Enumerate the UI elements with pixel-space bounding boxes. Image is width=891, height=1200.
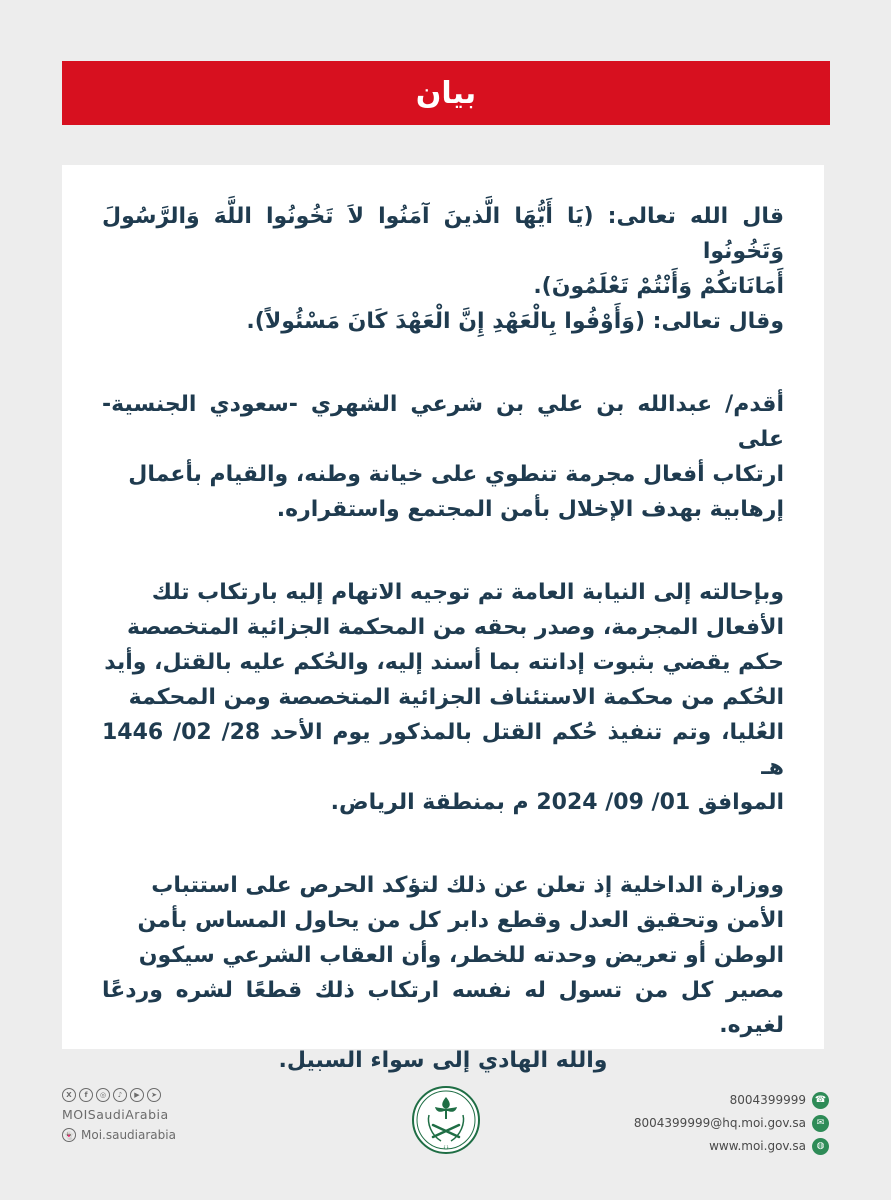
statement-body: [102, 199, 784, 1078]
facebook-icon[interactable]: f: [79, 1088, 93, 1102]
telegram-icon[interactable]: ➤: [147, 1088, 161, 1102]
paragraph-verdict: [102, 575, 784, 820]
email-address: 8004399999@hq.moi.gov.sa: [633, 1116, 806, 1130]
text-line: وبإحالته إلى النيابة العامة تم توجيه الاتهام إليه بارتكاب تلك: [151, 580, 784, 605]
text-line: الأفعال المجرمة، وصدر بحقه من المحكمة الجزائية المتخصصة: [127, 615, 784, 640]
text-line: مصير كل من تسول له نفسه ارتكاب ذلك قطعًا لشره وردعًا لغيره.: [102, 978, 784, 1038]
text-line: حكم يقضي بثبوت إدانته بما أسند إليه، والحُكم عليه بالقتل، وأيد: [104, 650, 784, 675]
x-icon[interactable]: X: [62, 1088, 76, 1102]
statement-card: [62, 165, 824, 1073]
page-title: بيان: [415, 75, 477, 111]
text-line: أقدم/ عبدالله بن علي بن شرعي الشهري -سعودي الجنسية- على: [102, 392, 784, 452]
social-icons: [62, 1088, 322, 1102]
text-line: أَمَانَاتكُمْ وَأَنْتُمْ تَعْلَمُونَ).: [533, 274, 784, 299]
website-url: www.moi.gov.sa: [709, 1139, 806, 1153]
social-handle[interactable]: MOISaudiArabia: [62, 1107, 169, 1122]
tiktok-icon[interactable]: ♪: [113, 1088, 127, 1102]
contact-email[interactable]: [634, 1113, 829, 1133]
text-line: قال الله تعالى: (يَا أَيُّهَا الَّذينَ آمَنُوا لاَ تَخُونُوا اللَّهَ وَالرَّسُولَ وَتَخُونُوا: [102, 204, 784, 264]
text-line: ارتكاب أفعال مجرمة تنطوي على خيانة وطنه، والقيام بأعمال: [128, 462, 784, 487]
paragraph-charge: [102, 387, 784, 527]
text-line: العُليا، وتم تنفيذ حُكم القتل بالمذكور يوم الأحد 28/ 02/ 1446 هـ: [102, 720, 784, 780]
globe-icon: ◍: [812, 1138, 829, 1155]
contact-website[interactable]: [634, 1136, 829, 1156]
footer-contact: [634, 1090, 829, 1159]
saudi-emblem-icon: [411, 1085, 481, 1155]
text-line: إرهابية بهدف الإخلال بأمن المجتمع واستقراره.: [276, 497, 784, 522]
text-line: الحُكم من محكمة الاستئناف الجزائية المتخصصة ومن المحكمة: [128, 685, 784, 710]
closing-line: والله الهادي إلى سواء السبيل.: [278, 1048, 608, 1073]
text-line: الأمن وتحقيق العدل وقطع دابر كل من يحاول المساس بأمن: [137, 908, 784, 933]
snapchat-handle: Moi.saudiarabia: [81, 1128, 176, 1142]
text-line: الوطن أو تعريض وحدته للخطر، وأن العقاب الشرعي سيكون: [138, 943, 784, 968]
svg-text:﴾﴿: ﴾﴿: [443, 1145, 449, 1151]
youtube-icon[interactable]: ▶: [130, 1088, 144, 1102]
text-line: ووزارة الداخلية إذ تعلن عن ذلك لتؤكد الحرص على استتباب: [151, 873, 784, 898]
text-line: وقال تعالى: (وَأَوْفُوا بِالْعَهْدِ إِنَّ الْعَهْدَ كَانَ مَسْئُولاً).: [246, 309, 784, 334]
header-bar: [62, 61, 830, 125]
paragraph-quran: [102, 199, 784, 339]
snapchat-icon: 👻: [62, 1128, 76, 1142]
footer-social: [62, 1088, 322, 1142]
phone-number: 8004399999: [729, 1093, 806, 1107]
text-line: الموافق 01/ 09/ 2024 م بمنطقة الرياض.: [330, 790, 784, 815]
contact-phone[interactable]: [634, 1090, 829, 1110]
snapchat-row[interactable]: [62, 1128, 322, 1142]
paragraph-ministry: [102, 868, 784, 1078]
mail-icon: ✉: [812, 1115, 829, 1132]
instagram-icon[interactable]: ◎: [96, 1088, 110, 1102]
phone-icon: ☎: [812, 1092, 829, 1109]
